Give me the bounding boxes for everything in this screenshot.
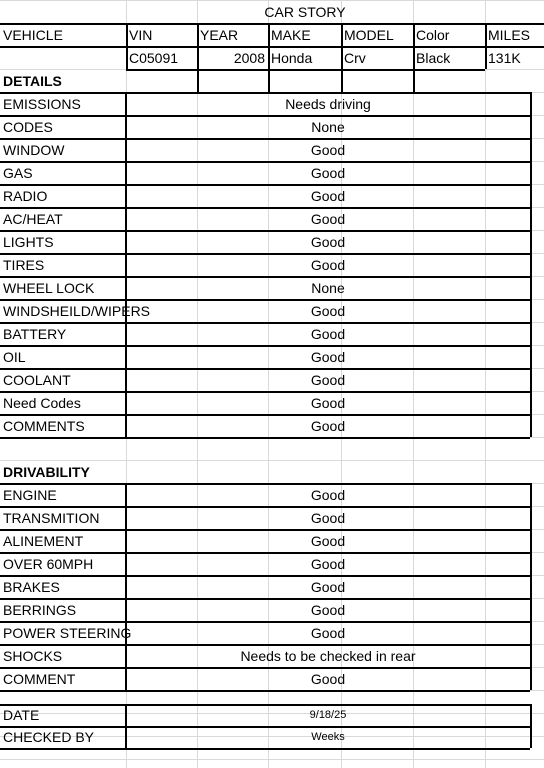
grid-line [530, 92, 532, 437]
grid-line [197, 23, 199, 92]
detail-value[interactable]: None [311, 279, 345, 296]
detail-label[interactable]: RADIO [3, 187, 48, 204]
grid-line [126, 69, 485, 71]
detail-value[interactable]: None [311, 118, 345, 135]
value-year[interactable]: 2008 [233, 49, 265, 66]
detail-value[interactable]: Good [310, 164, 346, 181]
drivability-label[interactable]: BRAKES [3, 578, 60, 595]
drivability-label[interactable]: SHOCKS [3, 647, 63, 664]
detail-label[interactable]: COOLANT [3, 371, 71, 388]
header-color[interactable]: Color [416, 26, 450, 43]
drivability-value[interactable]: Good [310, 509, 346, 526]
header-year[interactable]: YEAR [200, 26, 239, 43]
drivability-value[interactable]: Good [310, 624, 346, 641]
detail-label[interactable]: EMISSIONS [3, 95, 81, 112]
detail-label[interactable]: TIRES [3, 256, 45, 273]
detail-value[interactable]: Good [310, 256, 346, 273]
detail-value[interactable]: Good [310, 417, 346, 434]
grid-line [125, 92, 127, 437]
detail-label[interactable]: WINDSHEILD/WIPERS [3, 302, 151, 319]
grid-line [530, 704, 532, 748]
detail-label[interactable]: COMMENTS [3, 417, 85, 434]
detail-label[interactable]: WINDOW [3, 141, 65, 158]
detail-label[interactable]: GAS [3, 164, 33, 181]
detail-value[interactable]: Good [310, 394, 346, 411]
drivability-value[interactable]: Needs to be checked in rear [240, 647, 416, 664]
drivability-label[interactable]: POWER STEERING [3, 624, 132, 641]
grid-line [0, 748, 530, 750]
detail-label[interactable]: AC/HEAT [3, 210, 63, 227]
grid-line [0, 437, 530, 439]
header-model[interactable]: MODEL [344, 26, 394, 43]
checked-by-label[interactable]: CHECKED BY [3, 729, 95, 745]
detail-label[interactable]: CODES [3, 118, 53, 135]
grid-line [413, 23, 415, 92]
date-label[interactable]: DATE [3, 707, 40, 723]
drivability-value[interactable]: Good [310, 555, 346, 572]
header-miles[interactable]: MILES [488, 26, 531, 43]
header-make[interactable]: MAKE [271, 26, 311, 43]
detail-value[interactable]: Needs driving [285, 95, 371, 112]
details-heading[interactable]: DETAILS [3, 72, 62, 89]
detail-value[interactable]: Good [310, 233, 346, 250]
detail-value[interactable]: Good [310, 302, 346, 319]
detail-label[interactable]: Need Codes [3, 394, 81, 411]
detail-value[interactable]: Good [310, 348, 346, 365]
grid-line [0, 759, 544, 760]
date-value[interactable]: 9/18/25 [309, 708, 347, 721]
drivability-value[interactable]: Good [310, 486, 346, 503]
drivability-value[interactable]: Good [310, 601, 346, 618]
detail-value[interactable]: Good [310, 141, 346, 158]
drivability-label[interactable]: BERRINGS [3, 601, 77, 618]
value-model[interactable]: Crv [344, 49, 366, 66]
drivability-value[interactable]: Good [310, 532, 346, 549]
drivability-label[interactable]: ENGINE [3, 486, 57, 503]
grid-line [0, 690, 530, 692]
checked-by-value[interactable]: Weeks [311, 730, 345, 743]
detail-value[interactable]: Good [310, 371, 346, 388]
grid-line [530, 483, 532, 690]
drivability-label[interactable]: COMMENT [3, 670, 76, 687]
drivability-label[interactable]: TRANSMITION [3, 509, 100, 526]
detail-value[interactable]: Good [310, 210, 346, 227]
detail-value[interactable]: Good [310, 187, 346, 204]
grid-line [125, 483, 127, 690]
drivability-value[interactable]: Good [310, 578, 346, 595]
grid-line [341, 23, 343, 92]
grid-line [268, 23, 270, 92]
value-color[interactable]: Black [416, 49, 451, 66]
detail-value[interactable]: Good [310, 325, 346, 342]
grid-line [126, 23, 128, 69]
detail-label[interactable]: WHEEL LOCK [3, 279, 95, 296]
header-vin[interactable]: VIN [129, 26, 153, 43]
drivability-label[interactable]: ALINEMENT [3, 532, 84, 549]
grid-line [485, 23, 487, 69]
sheet-title[interactable]: CAR STORY [264, 3, 346, 20]
drivability-label[interactable]: OVER 60MPH [3, 555, 94, 572]
header-vehicle[interactable]: VEHICLE [3, 26, 63, 43]
drivability-value[interactable]: Good [310, 670, 346, 687]
grid-line [125, 704, 127, 748]
value-vin[interactable]: C05091 [129, 49, 179, 66]
detail-label[interactable]: BATTERY [3, 325, 67, 342]
detail-label[interactable]: LIGHTS [3, 233, 54, 250]
detail-label[interactable]: OIL [3, 348, 26, 365]
drivability-heading[interactable]: DRIVABILITY [3, 463, 90, 480]
value-miles[interactable]: 131K [488, 49, 521, 66]
value-make[interactable]: Honda [271, 49, 313, 66]
